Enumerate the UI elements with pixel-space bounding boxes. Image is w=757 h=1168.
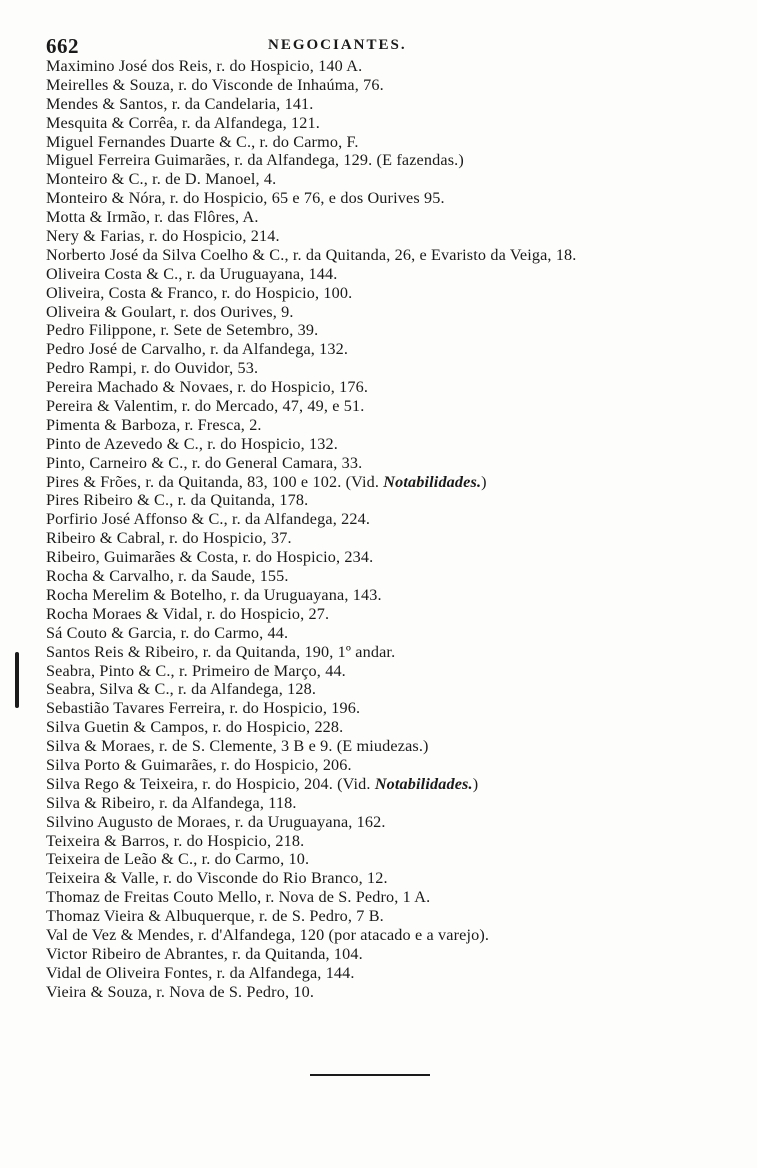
list-item: [46, 794, 736, 813]
entry-text: Norberto José da Silva Coelho & C., r. da Quitanda, 26, e Evaristo da Veiga, 18.: [46, 245, 577, 264]
list-item: [46, 775, 736, 794]
running-head: NEGOCIANTES.: [268, 37, 407, 53]
entry-text: Pimenta & Barboza, r. Fresca, 2.: [46, 415, 262, 434]
entry-text: Teixeira & Valle, r. do Visconde do Rio Branco, 12.: [46, 869, 388, 888]
entry-text: Sá Couto & Garcia, r. do Carmo, 44.: [46, 623, 289, 642]
list-item: [46, 397, 736, 416]
list-item: [46, 586, 736, 605]
entry-text: Oliveira & Goulart, r. dos Ourives, 9.: [46, 302, 294, 321]
entry-text: Rocha Merelim & Botelho, r. da Uruguayana, 143.: [46, 585, 382, 604]
list-item: [46, 227, 736, 246]
entry-text: Meirelles & Souza, r. do Visconde de Inhaúma, 76.: [46, 75, 384, 94]
entry-text: Teixeira & Barros, r. do Hospicio, 218.: [46, 831, 305, 850]
list-item: [46, 57, 736, 76]
list-item: [46, 454, 736, 473]
entry-text: Porfirio José Affonso & C., r. da Alfandega, 224.: [46, 510, 371, 529]
entry-text: Silva & Ribeiro, r. da Alfandega, 118.: [46, 793, 297, 812]
list-item: [46, 491, 736, 510]
entry-text: Vieira & Souza, r. Nova de S. Pedro, 10.: [46, 982, 315, 1001]
list-item: [46, 605, 736, 624]
list-item: [46, 964, 736, 983]
entry-text: Pereira Machado & Novaes, r. do Hospicio, 176.: [46, 378, 369, 397]
list-item: [46, 756, 736, 775]
entry-text: Sebastião Tavares Ferreira, r. do Hospicio, 196.: [46, 699, 361, 718]
list-item: [46, 340, 736, 359]
entry-reference: Notabilidades.: [374, 774, 473, 793]
list-item: [46, 813, 736, 832]
list-item: [46, 246, 736, 265]
list-item: [46, 378, 736, 397]
list-item: [46, 284, 736, 303]
entry-text: Rocha Moraes & Vidal, r. do Hospicio, 27.: [46, 604, 330, 623]
list-item: [46, 888, 736, 907]
entry-text: Rocha & Carvalho, r. da Saude, 155.: [46, 567, 289, 586]
entry-text: Pires Ribeiro & C., r. da Quitanda, 178.: [46, 491, 309, 510]
list-item: [46, 321, 736, 340]
entry-text: Thomaz Vieira & Albuquerque, r. de S. Pedro, 7 B.: [46, 907, 384, 926]
list-item: [46, 718, 736, 737]
page-number: 662: [46, 34, 79, 58]
entry-text: Monteiro & C., r. de D. Manoel, 4.: [46, 170, 277, 189]
entry-text: Motta & Irmão, r. das Flôres, A.: [46, 208, 259, 227]
entry-text: Mesquita & Corrêa, r. da Alfandega, 121.: [46, 113, 320, 132]
list-item: [46, 926, 736, 945]
list-item: [46, 76, 736, 95]
entry-text: Pedro José de Carvalho, r. da Alfandega, 132.: [46, 340, 349, 359]
entry-text: Nery & Farias, r. do Hospicio, 214.: [46, 227, 280, 246]
list-item: [46, 869, 736, 888]
entry-text: Ribeiro, Guimarães & Costa, r. do Hospicio, 234.: [46, 548, 374, 567]
end-rule: [310, 1074, 430, 1076]
list-item: [46, 95, 736, 114]
entry-text: Santos Reis & Ribeiro, r. da Quitanda, 190, 1º andar.: [46, 642, 396, 661]
list-item: [46, 680, 736, 699]
list-item: [46, 435, 736, 454]
entry-reference: Notabilidades.: [383, 472, 482, 491]
margin-mark: [15, 652, 19, 708]
entry-text: Silva Guetin & Campos, r. do Hospicio, 228.: [46, 718, 344, 737]
list-item: [46, 114, 736, 133]
entry-tail: ): [481, 472, 487, 491]
list-item: [46, 151, 736, 170]
entry-text: Oliveira Costa & C., r. da Uruguayana, 144.: [46, 264, 338, 283]
list-item: [46, 303, 736, 322]
entry-text: Oliveira, Costa & Franco, r. do Hospicio, 100.: [46, 283, 353, 302]
list-item: [46, 359, 736, 378]
entry-text: Pereira & Valentim, r. do Mercado, 47, 49, e 51.: [46, 397, 365, 416]
entry-text: Miguel Fernandes Duarte & C., r. do Carmo, F.: [46, 132, 359, 151]
list-item: [46, 510, 736, 529]
entry-text: Seabra, Pinto & C., r. Primeiro de Março, 44.: [46, 661, 346, 680]
list-item: [46, 170, 736, 189]
entry-text: Pires & Frões, r. da Quitanda, 83, 100 e 102. (Vid.: [46, 472, 384, 491]
entry-text: Silva Rego & Teixeira, r. do Hospicio, 204. (Vid.: [46, 774, 375, 793]
entry-tail: ): [472, 774, 479, 793]
list-item: [46, 529, 736, 548]
entry-text: Seabra, Silva & C., r. da Alfandega, 128.: [46, 680, 317, 699]
list-item: [46, 643, 736, 662]
list-item: [46, 473, 736, 492]
list-item: [46, 662, 736, 681]
list-item: [46, 850, 736, 869]
list-item: [46, 624, 736, 643]
entry-text: Val de Vez & Mendes, r. d'Alfandega, 120 (por atacado e a varejo).: [46, 925, 490, 944]
list-item: [46, 416, 736, 435]
list-item: [46, 832, 736, 851]
list-item: [46, 265, 736, 284]
entry-text: Silvino Augusto de Moraes, r. da Uruguayana, 162.: [46, 812, 386, 831]
entry-text: Ribeiro & Cabral, r. do Hospicio, 37.: [46, 529, 292, 548]
entry-text: Pedro Rampi, r. do Ouvidor, 53.: [46, 359, 259, 378]
entry-text: Teixeira de Leão & C., r. do Carmo, 10.: [46, 850, 310, 869]
list-item: [46, 133, 736, 152]
entry-text: Silva Porto & Guimarães, r. do Hospicio, 206.: [46, 755, 352, 774]
entry-text: Monteiro & Nóra, r. do Hospicio, 65 e 76, e dos Ourives 95.: [46, 189, 445, 208]
list-item: [46, 945, 736, 964]
list-item: [46, 189, 736, 208]
list-item: [46, 208, 736, 227]
entry-text: Silva & Moraes, r. de S. Clemente, 3 B e 9. (E miudezas.): [46, 737, 429, 756]
list-item: [46, 567, 736, 586]
list-item: [46, 548, 736, 567]
list-item: [46, 737, 736, 756]
entry-text: Thomaz de Freitas Couto Mello, r. Nova de S. Pedro, 1 A.: [46, 888, 431, 907]
entry-text: Maximino José dos Reis, r. do Hospicio, 140 A.: [46, 57, 363, 75]
entry-text: Miguel Ferreira Guimarães, r. da Alfandega, 129. (E fazendas.): [46, 151, 464, 170]
entry-text: Pedro Filippone, r. Sete de Setembro, 39.: [46, 321, 319, 340]
entry-text: Pinto, Carneiro & C., r. do General Camara, 33.: [46, 453, 363, 472]
list-item: [46, 699, 736, 718]
list-item: [46, 907, 736, 926]
merchant-list: [46, 57, 736, 1002]
entry-text: Mendes & Santos, r. da Candelaria, 141.: [46, 94, 314, 113]
entry-text: Pinto de Azevedo & C., r. do Hospicio, 132.: [46, 434, 338, 453]
entry-text: Victor Ribeiro de Abrantes, r. da Quitanda, 104.: [46, 944, 363, 963]
list-item: [46, 983, 736, 1002]
entry-text: Vidal de Oliveira Fontes, r. da Alfandega, 144.: [46, 963, 355, 982]
